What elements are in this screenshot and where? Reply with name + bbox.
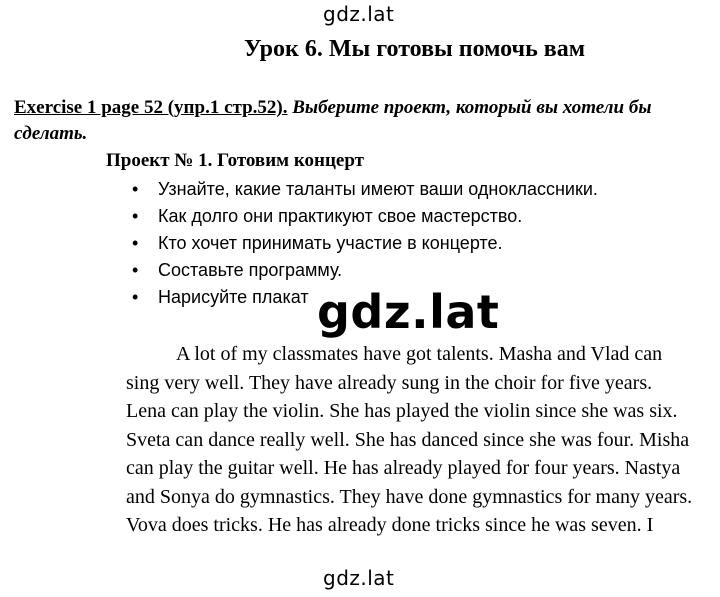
exercise-reference: Exercise 1 page 52 (упр.1 стр.52). (14, 97, 288, 118)
bullet-icon: • (132, 260, 139, 280)
answer-line: Lena can play the violin. She has played the violin since she was six. (126, 400, 678, 422)
answer-line: can play the guitar well. He has already played for four years. Nastya (126, 457, 681, 479)
bullet-icon: • (132, 233, 139, 253)
list-item (132, 205, 598, 232)
list-item-text: Как долго они практикуют свое мастерство. (158, 206, 523, 226)
watermark-top: gdz.lat (323, 2, 395, 26)
list-item (132, 178, 598, 205)
answer-line: sing very well. They have already sung in the choir for five years. (126, 371, 653, 394)
list-item (132, 232, 598, 259)
list-item-text: Узнайте, какие таланты имеют ваши одноклассники. (158, 179, 598, 199)
list-item-text: Составьте программу. (158, 260, 343, 280)
bullet-icon: • (132, 287, 139, 307)
exercise-task-continued: сделать. (14, 123, 88, 144)
bullet-icon: • (132, 179, 139, 199)
list-item (132, 259, 598, 286)
answer-line: Sveta can dance really well. She has danced since she was four. Misha (126, 428, 690, 451)
exercise-task: Выберите проект, который вы хотели бы (287, 97, 652, 118)
list-item-text: Кто хочет принимать участие в концерте. (158, 233, 503, 253)
answer-line: A lot of my classmates have got talents. Masha and Vlad can (176, 343, 663, 365)
answer-line: and Sonya do gymnastics. They have done gymnastics for many years. (126, 485, 693, 508)
exercise-header (14, 97, 652, 119)
answer-paragraph (126, 342, 696, 542)
list-item-text: Нарисуйте плакат (158, 287, 309, 307)
watermark-bottom: gdz.lat (323, 566, 395, 590)
project-heading: Проект № 1. Готовим концерт (106, 150, 365, 171)
answer-line: Vova does tricks. He has already done tricks since he was seven. I (126, 514, 654, 536)
bullet-icon: • (132, 206, 139, 226)
watermark-center: gdz.lat (313, 285, 503, 339)
lesson-title: Урок 6. Мы готовы помочь вам (244, 36, 586, 62)
